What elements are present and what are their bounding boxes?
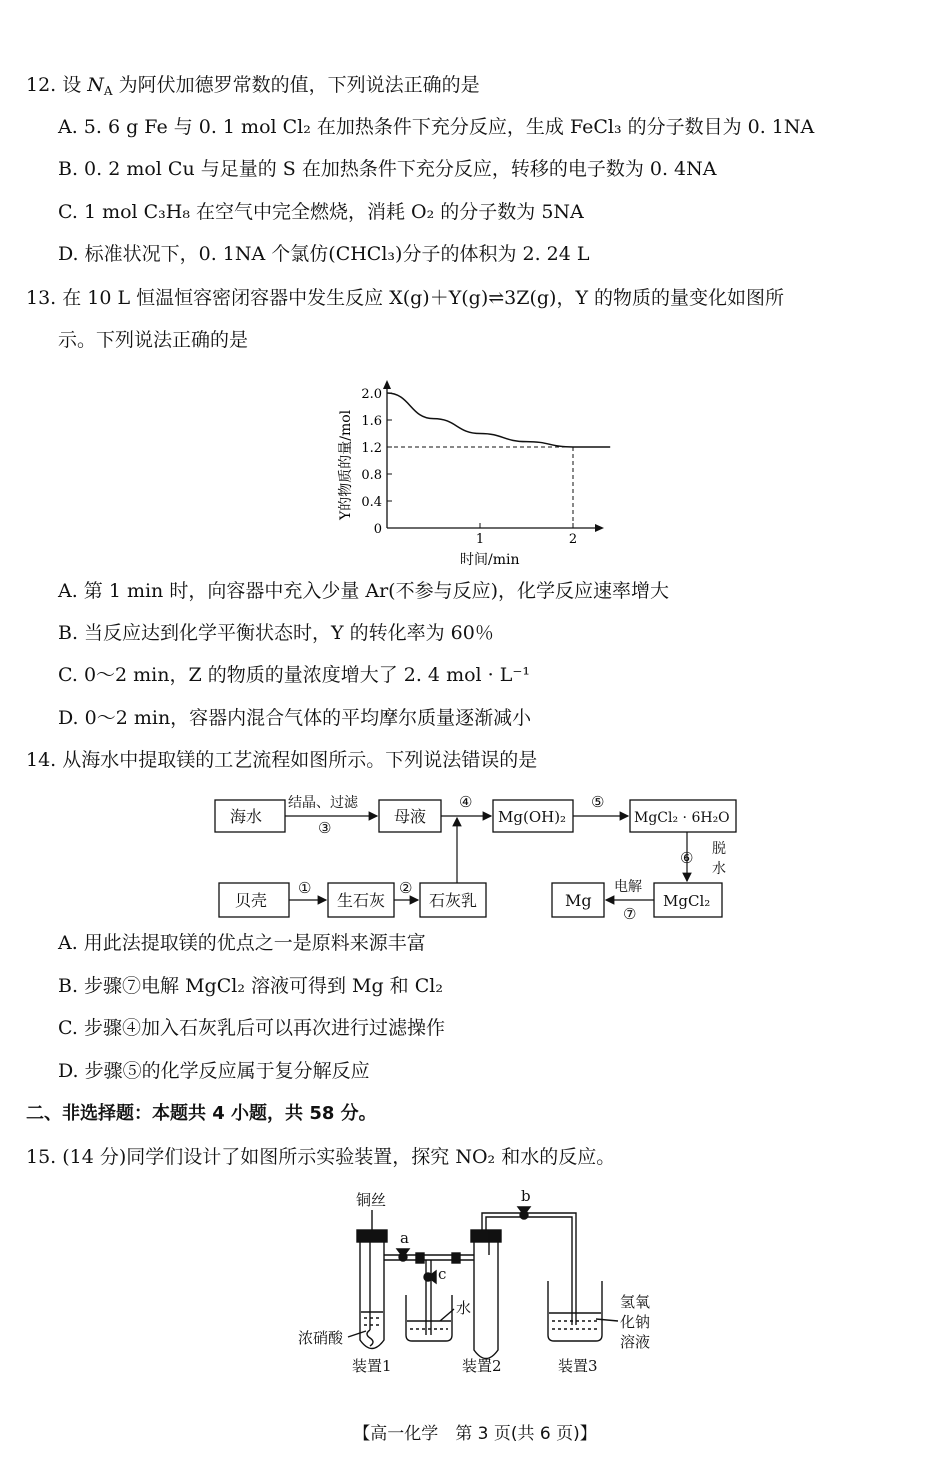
- step7-label: 电解: [614, 879, 642, 895]
- label-naoh-1: 氢氧: [620, 1293, 651, 1311]
- step3-number: ③: [318, 819, 332, 837]
- chart-y-tick-label: 2.0: [361, 387, 382, 402]
- step7-number: ⑦: [623, 905, 637, 923]
- box-shell-label: 贝壳: [235, 891, 268, 910]
- q12-option-b: B. 0. 2 mol Cu 与足量的 S 在加热条件下充分反应，转移的电子数为 0. 4NA: [58, 158, 717, 180]
- box-quicklime-label: 生石灰: [337, 891, 386, 910]
- chart-x-tick-label: 1: [475, 532, 485, 547]
- magnesium-flow-diagram: [200, 785, 760, 930]
- label-nitric-acid: 浓硝酸: [298, 1329, 344, 1347]
- tube-2: [474, 1240, 498, 1359]
- box-mother-liquor-label: 母液: [394, 807, 427, 826]
- chart-y-tick-label: 0.4: [361, 495, 382, 510]
- q13-option-d: D. 0～2 min，容器内混合气体的平均摩尔质量逐渐减小: [58, 707, 532, 729]
- box-mg-label: Mg: [565, 891, 592, 910]
- q14-option-a: A. 用此法提取镁的优点之一是原料来源丰富: [58, 932, 426, 954]
- chart-y-axis-arrow: [383, 380, 391, 389]
- q13-option-a: A. 第 1 min 时，向容器中充入少量 Ar(不参与反应)，化学反应速率增大: [58, 580, 670, 602]
- step6-label-2: 水: [712, 861, 726, 877]
- label-device-2: 装置2: [462, 1357, 502, 1375]
- box-mgcl2-6h2o-label: MgCl₂ · 6H₂O: [634, 810, 730, 826]
- valve-a[interactable]: [397, 1249, 409, 1261]
- chart-x-axis-arrow: [595, 524, 604, 532]
- label-device-3: 装置3: [558, 1357, 598, 1375]
- naoh-pointer: [596, 1319, 618, 1321]
- label-valve-a: a: [400, 1229, 409, 1247]
- q14-stem: 14. 从海水中提取镁的工艺流程如图所示。下列说法错误的是: [26, 749, 538, 771]
- chart-series-y-line: [387, 393, 610, 447]
- step3-label: 结晶、过滤: [288, 795, 358, 811]
- q12-option-a: A. 5. 6 g Fe 与 0. 1 mol Cl₂ 在加热条件下充分反应，生成 FeCl₃ 的分子数目为 0. 1NA: [58, 116, 815, 138]
- box-mgoh2-label: Mg(OH)₂: [498, 808, 567, 826]
- q13-option-b: B. 当反应达到化学平衡状态时，Y 的转化率为 60％: [58, 622, 494, 644]
- step2-number: ②: [399, 879, 413, 897]
- label-naoh-3: 溶液: [620, 1333, 651, 1351]
- label-valve-b: b: [521, 1187, 531, 1205]
- chart-y-tick-label: 1.6: [361, 414, 382, 429]
- chart-xlabel: 时间/min: [460, 552, 520, 568]
- box-mgcl2-label: MgCl₂: [663, 892, 711, 910]
- step4-number: ④: [459, 793, 473, 811]
- q13-stem-line2: 示。下列说法正确的是: [58, 329, 249, 351]
- tube-1-stopper: [357, 1230, 387, 1242]
- box-lime-milk-label: 石灰乳: [429, 891, 478, 910]
- chart-y-tick-label: 0: [373, 522, 382, 537]
- nitric-acid-pointer: [348, 1331, 366, 1337]
- copper-coil: [367, 1330, 373, 1346]
- label-water: 水: [456, 1299, 472, 1317]
- y-amount-chart: [330, 378, 620, 573]
- chart-x-tick-label: 2: [568, 532, 578, 547]
- q14-option-c: C. 步骤④加入石灰乳后可以再次进行过滤操作: [58, 1017, 445, 1039]
- box-seawater-label: 海水: [230, 807, 263, 826]
- chart-ylabel: Y的物质的量/mol: [338, 409, 354, 520]
- tube-2-stopper: [471, 1230, 501, 1242]
- label-device-1: 装置1: [352, 1357, 392, 1375]
- q13-stem-line1: 13. 在 10 L 恒温恒容密闭容器中发生反应 X(g)＋Y(g)⇌3Z(g)，Y 的物质的量变化如图所: [26, 287, 785, 309]
- chart-y-tick-label: 1.2: [361, 441, 382, 456]
- label-copper-wire: 铜丝: [356, 1191, 387, 1209]
- q15-stem: 15. (14 分)同学们设计了如图所示实验装置，探究 NO₂ 和水的反应。: [26, 1146, 616, 1168]
- step6-label-1: 脱: [712, 841, 726, 857]
- step1-number: ①: [298, 879, 312, 897]
- q12-option-c: C. 1 mol C₃H₈ 在空气中完全燃烧，消耗 O₂ 的分子数为 5NA: [58, 201, 584, 223]
- q12-stem: 12. 设 $N_A$ 为阿伏加德罗常数的值，下列说法正确的是: [26, 74, 480, 98]
- joint-2: [452, 1253, 460, 1263]
- step5-number: ⑤: [591, 793, 605, 811]
- q14-option-d: D. 步骤⑤的化学反应属于复分解反应: [58, 1060, 370, 1082]
- water-beaker: [406, 1295, 452, 1341]
- joint-1: [416, 1253, 424, 1263]
- q13-option-c: C. 0～2 min，Z 的物质的量浓度增大了 2. 4 mol · L⁻¹: [58, 664, 530, 686]
- q12-option-d: D. 标准状况下，0. 1NA 个氯仿(CHCl₃)分子的体积为 2. 24 L: [58, 243, 590, 265]
- section-2-heading: 二、非选择题：本题共 4 小题，共 58 分。: [26, 1103, 377, 1124]
- q14-option-b: B. 步骤⑦电解 MgCl₂ 溶液可得到 Mg 和 Cl₂: [58, 975, 443, 997]
- page-footer: 【高一化学 第 3 页(共 6 页)】: [353, 1424, 597, 1444]
- step6-number: ⑥: [680, 849, 694, 867]
- label-naoh-2: 化钠: [620, 1313, 651, 1331]
- label-valve-c: c: [438, 1265, 447, 1283]
- chart-y-tick-label: 0.8: [361, 468, 382, 483]
- naoh-beaker: [548, 1281, 602, 1341]
- experiment-apparatus: [290, 1185, 670, 1380]
